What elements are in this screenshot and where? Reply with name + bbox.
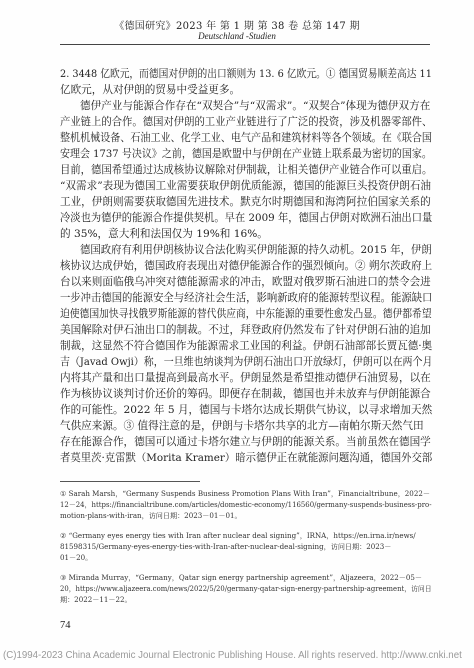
body-line: 美国解除对伊石油出口的制裁。不过，拜登政府仍然发布了针对伊朗石油的追加 bbox=[60, 324, 431, 336]
body-line: 作的可能性。2022 年 5 月，德国与卡塔尔达成长期供气协议，以寻求增加天然 bbox=[60, 404, 433, 416]
body-line: 冷淡也为德伊的能源合作提供契机。早在 2009 年，德国占伊朗对欧洲石油出口量 bbox=[60, 212, 433, 224]
footnote-line: 20，https://www.aljazeera.com/news/2022/5/20/germany-qatar-sign-energy-partnership-agreement，访问日 bbox=[60, 584, 432, 593]
header-rule bbox=[60, 44, 430, 45]
body-line: 2. 3448 亿欧元，而德国对伊朗的出口额则为 13. 6 亿欧元。① 德国贸易顺差高达 11 bbox=[60, 68, 432, 80]
body-line: 的 35%，意大利和法国仅为 19%和 16%。 bbox=[60, 228, 268, 240]
body-line: 台以来则面临俄乌冲突对德能源需求的冲击，欧盟对俄罗斯石油进口的禁令会进 bbox=[60, 276, 431, 288]
footnote-line: motion-plans-with-iran，访问日期：2023－01－01。 bbox=[60, 511, 242, 520]
body-line: 一步冲击德国的能源安全与经济社会生活，影响新政府的能源转型议程。能源缺口 bbox=[60, 292, 433, 304]
body-line: 迫使德国加快寻找俄罗斯能源的替代供应商，中东能源的重要性愈发凸显。德伊都希望 bbox=[60, 308, 432, 320]
footnote-line: 期：2022－11－22。 bbox=[60, 595, 132, 604]
body-line: 存在能源合作，德国可以通过卡塔尔建立与伊朗的能源关系。当前虽然在德国学 bbox=[60, 436, 431, 448]
body-line: 整机机械设备、石油工业、化学工业、电气产品和建筑材料等各个领域。在《联合国 bbox=[60, 132, 432, 144]
footnote-line: 81598315/Germany-eyes-energy-ties-with-Iran-after-nuclear-deal-signing，访问日期：2023－ bbox=[60, 542, 392, 551]
body-line: 德伊产业与能源合作存在“双契合”与“双需求”。“双契合”体现为德伊双方在 bbox=[80, 100, 431, 112]
page-number: 74 bbox=[60, 620, 71, 631]
body-line: 德国政府有利用伊朗核协议合法化购买伊朗能源的持久动机。2015 年，伊朗 bbox=[80, 244, 432, 256]
body-line: 制裁，这显然不符合德国作为能源需求工业国的利益。伊朗石油部部长贾瓦德·奥 bbox=[60, 340, 433, 352]
body-line: 气供应来源。③ 值得注意的是，伊朗与卡塔尔共享的北方—南帕尔斯天然气田 bbox=[60, 420, 424, 432]
copyright-footer: (C)1994-2023 China Academic Journal Electronic Publishing House. All rights reserved. http://www.cnki.net bbox=[3, 650, 462, 661]
body-line: 安理会 1737 号决议》之前，德国是欧盟中与伊朗在产业链上联系最为密切的国家。 bbox=[60, 148, 432, 160]
footnote-line: ① Sarah Marsh，“Germany Suspends Business Promotion Plans With Iran”，Financialtribune，2022－ bbox=[60, 489, 430, 498]
footnote-line: 12－24，https://financialtribune.com/articles/domestic-economy/116560/germany-suspends-business-pro- bbox=[60, 500, 432, 509]
body-line: 内将其产量和出口量提高到最高水平。伊朗显然是希望推动德伊石油贸易，以在 bbox=[60, 372, 431, 384]
running-header: 《德国研究》2023 年 第 1 期 第 38 卷 总第 147 期 bbox=[114, 21, 360, 32]
footnote-line: ② “Germany eyes energy ties with Iran after nuclear deal signing”，IRNA，https://en.irna.ir/news/ bbox=[60, 531, 416, 540]
running-header-subtitle: Deutschland -Studien bbox=[198, 31, 276, 41]
body-line: “双需求”表现为德国工业需要获取伊朗优质能源，德国的能源巨头投资伊朗石油 bbox=[60, 180, 432, 192]
footnote-line: 01－20。 bbox=[60, 553, 93, 562]
body-line: 产业链上的合作。德国对伊朗的工业产业链进行了广泛的投资，涉及机器零部件、 bbox=[60, 116, 433, 128]
body-line: 作为核协议谈判讨价还价的筹码。即便存在制裁，德国也并未放弃与伊朗能源合 bbox=[60, 388, 431, 400]
body-line: 工业，伊朗则需要获取德国先进技术。默克尔时期德国和海湾阿拉伯国家关系的 bbox=[60, 196, 431, 208]
body-line: 目前，德国希望通过达成核协议解除对伊制裁，让相关德伊产业链合作可以重启。 bbox=[60, 164, 433, 176]
footnote-line: ③ Miranda Murray，“Germany，Qatar sign energy partnership agreement”，Aljazeera，2022－05－ bbox=[60, 573, 423, 582]
body-line: 吉（Javad Owji）称，一旦维也纳谈判为伊朗石油出口开放绿灯，伊朗可以在两个月 bbox=[60, 356, 433, 368]
body-line: 亿欧元，从对伊朗的贸易中受益更多。 bbox=[60, 84, 241, 96]
footnote-rule bbox=[60, 481, 200, 482]
body-line: 核协议达成伊始，德国政府表现出对德伊能源合作的强烈倾向。② 朔尔茨政府上 bbox=[60, 260, 433, 272]
body-line: 者莫里茨·克雷默（Morita Kramer）暗示德伊正在就能源问题沟通，德国外交部 bbox=[60, 452, 433, 464]
